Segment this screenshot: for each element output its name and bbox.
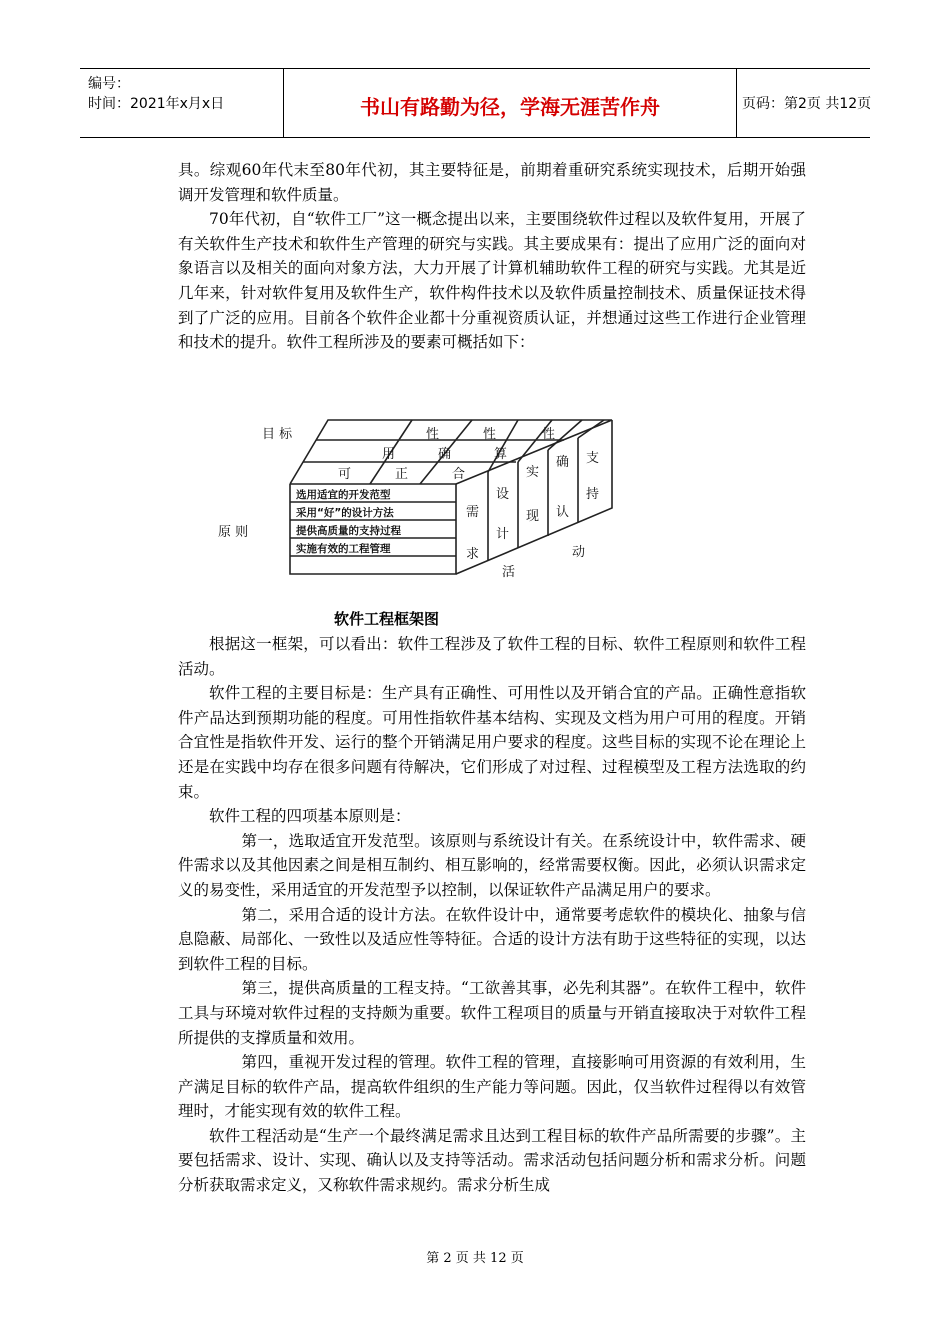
activity-char: 认 <box>556 505 570 520</box>
top-char: 合 <box>452 467 466 482</box>
activity-char: 动 <box>572 545 586 560</box>
activity-char: 支 <box>586 451 600 466</box>
goal-label: 目 标 <box>262 427 293 442</box>
top-char: 正 <box>395 467 409 482</box>
paragraph: 具。综观60年代末至80年代初，其主要特征是，前期着重研究系统实现技术，后期开始强调开发管理和软件质量。 <box>178 161 806 204</box>
top-char: 可 <box>338 467 352 482</box>
paragraph: 70年代初，自“软件工厂”这一概念提出以来，主要围绕软件过程以及软件复用，开展了有关软件生产技术和软件生产管理的研究与实践。其主要成果有：提出了应用广泛的面向对象语言以及相关的面向对象方法，大力开展了计算机辅助软件工程的研究与实践。尤其是近几年来，针对软件复用及软件生产，软件构件技术以及软件质量控制技术、质量保证技术得到了广泛的应用。目前各个软件企业都十分重视资质认证，并想通过这些工作进行企业管理和技术的提升。软件工程所涉及的要素可概括如下： <box>178 210 806 352</box>
framework-figure <box>212 412 620 584</box>
paragraph: 软件工程活动是“生产一个最终满足需求且达到工程目标的软件产品所需要的步骤”。主要包括需求、设计、实现、确认以及支持等活动。需求活动包括问题分析和需求分析。问题分析获取需求定义，又称软件需求规约。需求分析生成 <box>178 1126 806 1195</box>
top-char: 性 <box>483 427 497 442</box>
activity-char: 实 <box>526 465 540 480</box>
header-left-cell <box>80 69 283 137</box>
body-text-bottom <box>178 632 806 1198</box>
page-footer: 第 2 页 共 12 页 <box>426 1251 524 1266</box>
principle-row: 采用“好”的设计方法 <box>296 507 394 519</box>
paragraph: 软件工程的主要目标是：生产具有正确性、可用性以及开销合宜的产品。正确性意指软件产品达到预期功能的程度。可用性指软件基本结构、实现及文档为用户可用的程度。开销合宜性是指软件开发、运行的整个开销满足用户要求的程度。这些目标的实现不论在理论上还是在实践中均存在很多问题有待解决，它们形成了对过程、过程模型及工程方法选取的约束。 <box>178 684 806 801</box>
number-label: 编号： <box>88 76 130 92</box>
header-center-cell <box>283 69 737 137</box>
principle-label: 原 则 <box>218 525 249 540</box>
page-info: 页码：第2页 共12页 <box>742 96 872 112</box>
paragraph: 第二，采用合适的设计方法。在软件设计中，通常要考虑软件的模块化、抽象与信息隐蔽、局部化、一致性以及适应性等特征。合适的设计方法有助于这些特征的实现，以达到软件工程的目标。 <box>178 905 806 973</box>
top-char: 算 <box>494 447 508 462</box>
date-label: 时间：2021年x月x日 <box>88 96 225 112</box>
header-right-cell <box>736 69 870 137</box>
activity-char: 设 <box>496 487 510 502</box>
principle-row: 选用适宜的开发范型 <box>296 489 391 501</box>
activity-char: 确 <box>556 455 570 470</box>
activity-char: 持 <box>586 487 600 502</box>
motto: 书山有路勤为径，学海无涯苦作舟 <box>360 95 660 119</box>
framework-diagram <box>212 412 620 584</box>
top-char: 性 <box>426 427 440 442</box>
paragraph: 软件工程的四项基本原则是： <box>209 807 411 826</box>
top-char: 性 <box>542 427 556 442</box>
activity-char: 计 <box>496 527 510 542</box>
principle-row: 实施有效的工程管理 <box>296 543 391 555</box>
top-char: 用 <box>382 447 396 462</box>
activity-char: 求 <box>466 547 480 562</box>
paragraph: 根据这一框架，可以看出：软件工程涉及了软件工程的目标、软件工程原则和软件工程活动。 <box>178 635 806 678</box>
paragraph: 第一，选取适宜开发范型。该原则与系统设计有关。在系统设计中，软件需求、硬件需求以及其他因素之间是相互制约、相互影响的，经常需要权衡。因此，必须认识需求定义的易变性，采用适宜的开发范型予以控制，以保证软件产品满足用户的要求。 <box>178 831 806 899</box>
body-text-top <box>178 158 806 355</box>
principle-row: 提供高质量的支持过程 <box>296 525 401 537</box>
top-char: 确 <box>438 447 452 462</box>
figure-caption: 软件工程框架图 <box>334 610 440 628</box>
activity-char: 需 <box>466 505 480 520</box>
activity-char: 现 <box>526 509 540 524</box>
page-header <box>80 68 870 138</box>
activity-char: 活 <box>502 565 516 580</box>
paragraph: 第三，提供高质量的工程支持。“工欲善其事，必先利其器”。在软件工程中，软件工具与环境对软件过程的支持颇为重要。软件工程项目的质量与开销直接取决于对软件工程所提供的支撑质量和效用。 <box>178 979 806 1047</box>
paragraph: 第四，重视开发过程的管理。软件工程的管理，直接影响可用资源的有效利用，生产满足目标的软件产品，提高软件组织的生产能力等问题。因此，仅当软件过程得以有效管理时，才能实现有效的软件工程。 <box>178 1053 806 1121</box>
